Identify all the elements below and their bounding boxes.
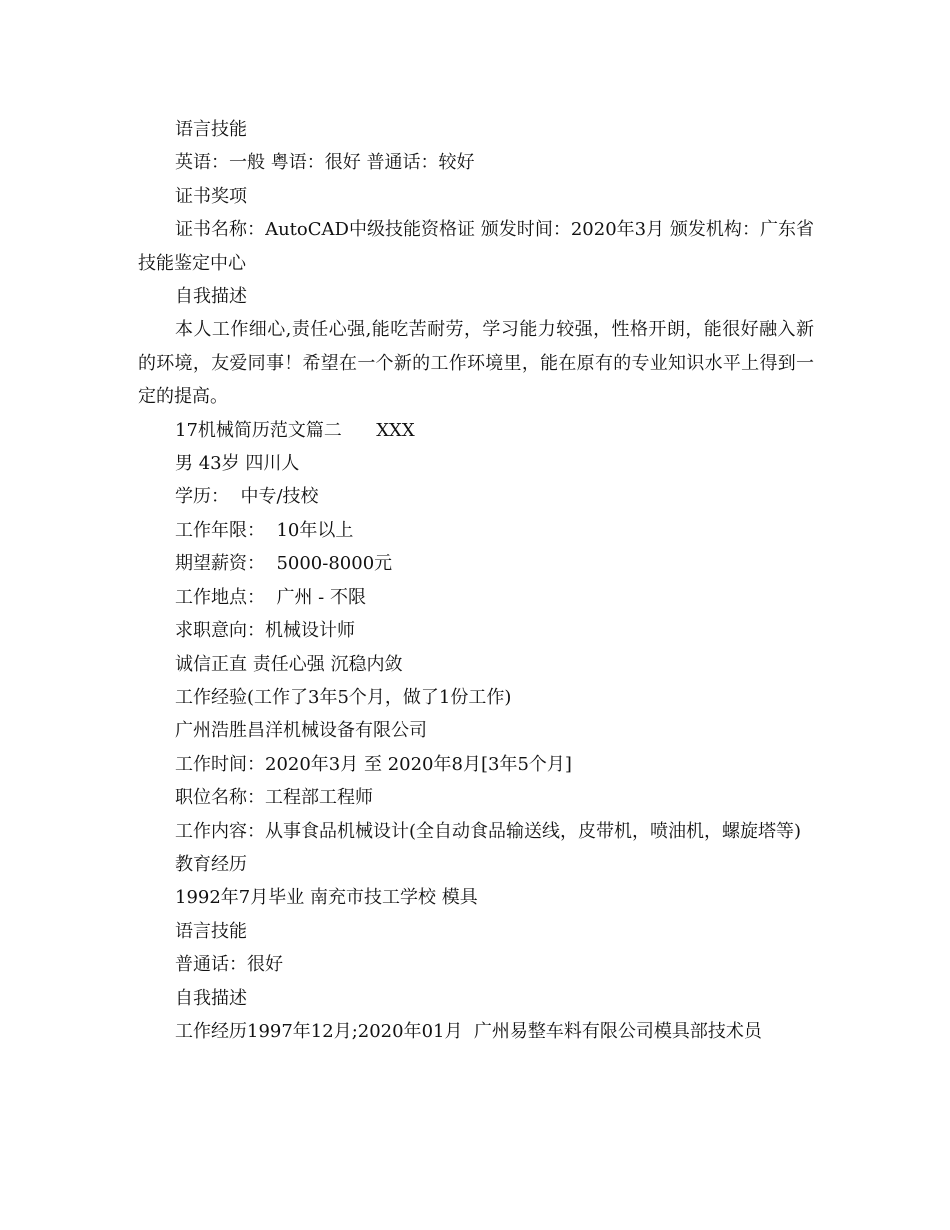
education-detail: 1992年7月毕业 南充市技工学校 模具 xyxy=(175,887,478,909)
job-title: 职位名称：工程部工程师 xyxy=(175,787,373,809)
personal-info: 男 43岁 四川人 xyxy=(175,453,300,475)
job-content: 工作内容：从事食品机械设计(全自动食品输送线，皮带机，喷油机，螺旋塔等) xyxy=(175,820,802,842)
education-level: 学历： 中专/技校 xyxy=(175,486,319,508)
section-heading-education: 教育经历 xyxy=(175,853,247,875)
certificate-text: 证书名称：AutoCAD中级技能资格证 颁发时间：2020年3月 颁发机构：广东省技能鉴定中心 xyxy=(138,219,814,274)
work-period: 工作时间：2020年3月 至 2020年8月[3年5个月] xyxy=(175,753,572,775)
work-history-text: 工作经历1997年12月;2020年01月 广州易整车料有限公司模具部技术员 xyxy=(175,1020,762,1042)
section-heading-self-description: 自我描述 xyxy=(175,286,247,308)
section-heading-work-experience: 工作经验(工作了3年5个月，做了1份工作) xyxy=(175,686,512,708)
self-description-text: 本人工作细心,责任心强,能吃苦耐劳，学习能力较强，性格开朗，能很好融入新的环境，友爱同事！希望在一个新的工作环境里，能在原有的专业知识水平上得到一定的提高。 xyxy=(138,319,814,408)
section-heading-certificates: 证书奖项 xyxy=(175,185,247,207)
language-skills-text: 英语：一般 粤语：很好 普通话：较好 xyxy=(175,152,475,174)
section-heading-self-description-2: 自我描述 xyxy=(175,987,247,1009)
company-name: 广州浩胜昌洋机械设备有限公司 xyxy=(175,720,427,742)
document-body xyxy=(138,113,814,1048)
section-heading-language-skills: 语言技能 xyxy=(175,119,247,140)
work-location: 工作地点： 广州 - 不限 xyxy=(175,586,366,608)
work-years: 工作年限： 10年以上 xyxy=(175,519,354,541)
job-intention: 求职意向：机械设计师 xyxy=(175,620,355,642)
language-skills-text-2: 普通话：很好 xyxy=(175,954,283,976)
resume-title: 17机械简历范文篇二 XXX xyxy=(175,419,415,441)
personal-traits: 诚信正直 责任心强 沉稳内敛 xyxy=(175,653,403,675)
expected-salary: 期望薪资： 5000-8000元 xyxy=(175,553,393,575)
section-heading-language-skills-2: 语言技能 xyxy=(175,920,247,942)
